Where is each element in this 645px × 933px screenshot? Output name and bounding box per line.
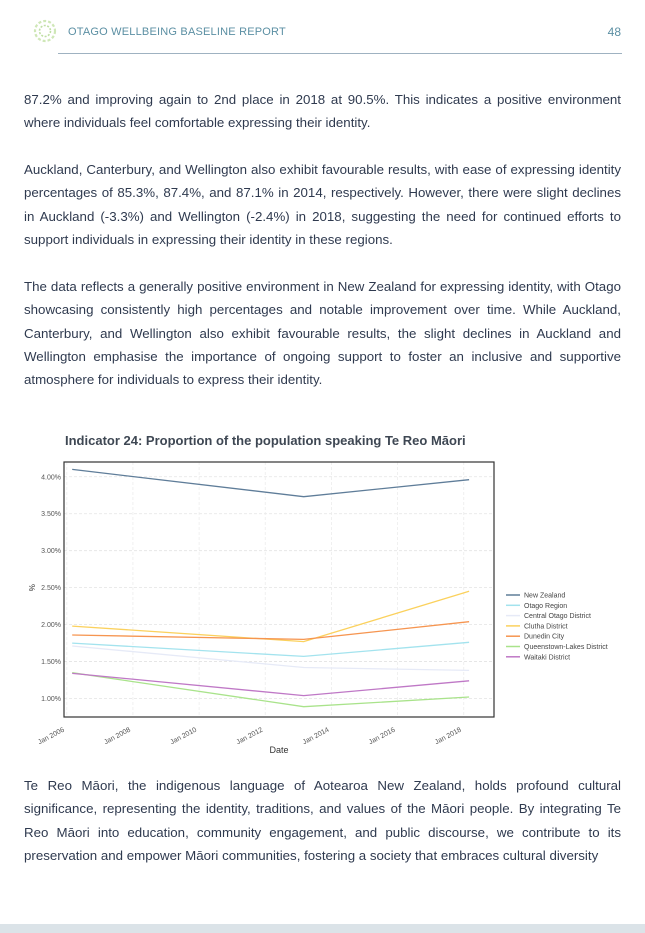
y-tick-label: 2.50%	[41, 585, 61, 593]
x-tick-label: Jan 2018	[433, 726, 463, 747]
x-tick-label: Jan 2008	[103, 726, 132, 747]
report-title: OTAGO WELLBEING BASELINE REPORT	[68, 26, 286, 38]
x-tick-label: Jan 2006	[37, 726, 66, 747]
paragraph: The data reflects a generally positive environment in New Zealand for expressing identity, with Otago showcasing consistently high percentages and notable improvement over time. While Auckland, Canterbury, and Wellington also exhibit favourable results, the slight declines in Auckland and Wellington emphasise the importance of ongoing support to foster an inclusive and supportive atmosphere for individuals to express their identity.	[24, 279, 621, 388]
series-line-new-zealand	[72, 469, 469, 496]
y-tick-label: 1.00%	[41, 696, 61, 704]
paragraph: Te Reo Māori, the indigenous language of Aotearoa New Zealand, holds profound cultural significance, representing the identity, traditions, and values of the Māori people. By integrating Te Reo Māori into education, community engagement, and public discourse, we contribute to its preservation and empower Māori communities, fostering a society that embraces cultural diversity	[24, 778, 621, 863]
line-chart	[0, 452, 645, 762]
page-number: 48	[607, 25, 621, 39]
legend-label: Dunedin City	[524, 633, 565, 641]
x-axis-label: Date	[269, 745, 289, 755]
legend-label: Central Otago District	[524, 613, 591, 621]
legend-label: Waitaki District	[524, 654, 571, 662]
y-tick-label: 1.50%	[41, 659, 61, 667]
paragraph: Auckland, Canterbury, and Wellington also exhibit favourable results, with ease of expressing identity percentages of 85.3%, 87.4%, and 87.1% in 2014, respectively. However, there were slight declines in Auckland (-3.3%) and Wellington (-2.4%) in 2018, suggesting the need for continued efforts to support individuals in expressing their identity in these regions.	[24, 162, 621, 247]
series-line-otago-region	[72, 642, 469, 656]
series-line-waitaki-district	[72, 673, 469, 695]
series-line-central-otago-district	[72, 646, 469, 670]
y-tick-label: 4.00%	[41, 474, 61, 482]
logo-icon	[33, 19, 57, 43]
legend-label: Otago Region	[524, 602, 568, 610]
series-line-queenstown-lakes-district	[72, 673, 469, 707]
series-line-clutha-district	[72, 591, 469, 641]
y-tick-label: 3.50%	[41, 511, 61, 519]
header-divider	[58, 53, 622, 54]
x-tick-label: Jan 2012	[235, 726, 265, 747]
y-axis-label: %	[28, 584, 37, 592]
chart-title: Indicator 24: Proportion of the population speaking Te Reo Māori	[65, 433, 466, 448]
x-tick-label: Jan 2016	[367, 726, 397, 747]
x-tick-label: Jan 2010	[169, 726, 199, 747]
y-tick-label: 2.00%	[41, 622, 61, 630]
legend-label: Clutha District	[524, 623, 568, 631]
footer-band	[0, 924, 645, 933]
paragraph: 87.2% and improving again to 2nd place in 2018 at 90.5%. This indicates a positive environment where individuals feel comfortable expressing their identity.	[24, 92, 621, 131]
legend-label: New Zealand	[524, 592, 566, 600]
y-tick-label: 3.00%	[41, 548, 61, 556]
page-header	[0, 0, 645, 60]
legend-label: Queenstown-Lakes District	[524, 644, 608, 651]
x-tick-label: Jan 2014	[301, 726, 331, 747]
